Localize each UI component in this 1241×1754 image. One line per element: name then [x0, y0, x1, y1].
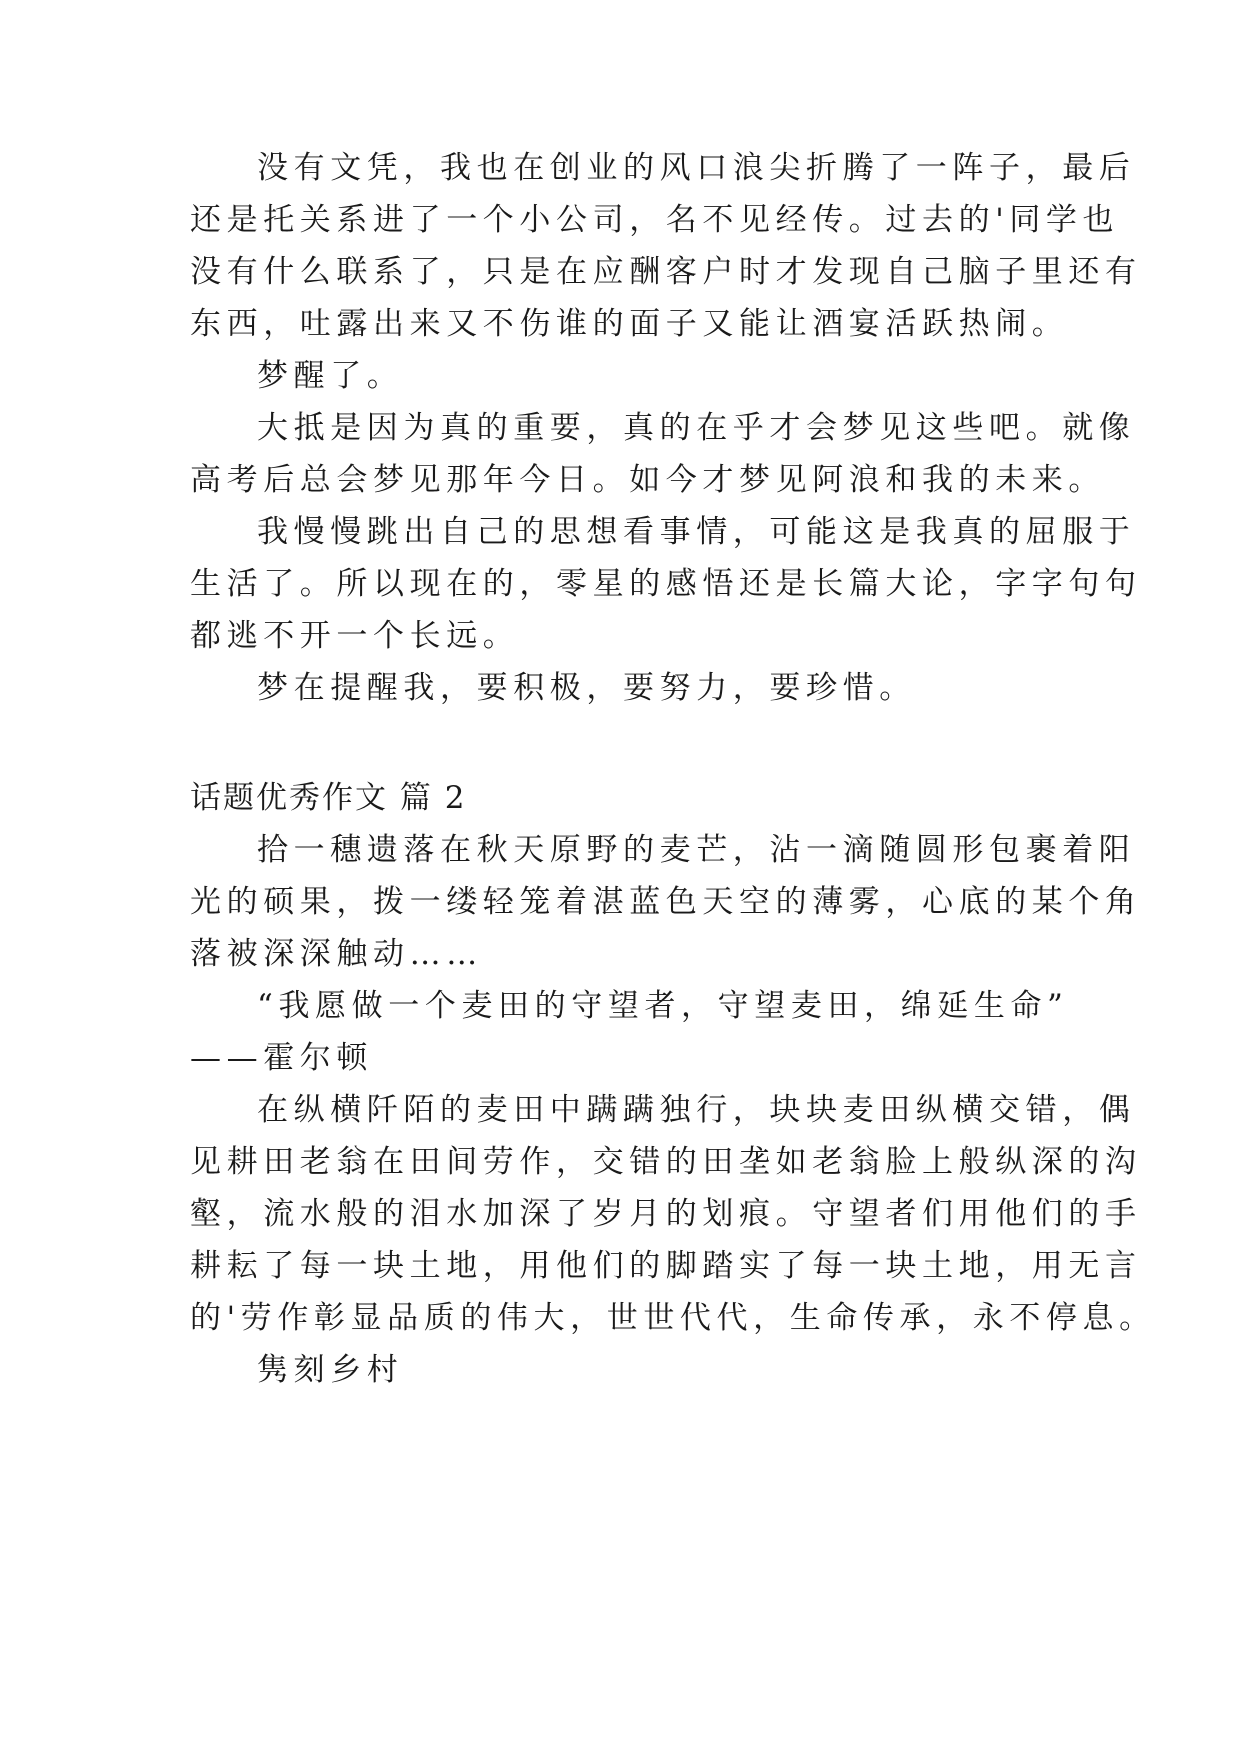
quote-attribution: ——霍尔顿: [190, 1040, 373, 1076]
paragraph-line: 还是托关系进了一个小公司，名不见经传。过去的'同学也: [190, 202, 1120, 238]
paragraph-line: 隽刻乡村: [257, 1352, 404, 1388]
section-heading: 话题优秀作文 篇 2: [190, 780, 467, 816]
paragraph-line: 落被深深触动……: [190, 936, 483, 972]
paragraph-line: 拾一穗遗落在秋天原野的麦芒，沾一滴随圆形包裹着阳: [257, 832, 1136, 868]
paragraph-line: 高考后总会梦见那年今日。如今才梦见阿浪和我的未来。: [190, 462, 1105, 498]
paragraph-line: 都逃不开一个长远。: [190, 618, 520, 654]
paragraph-line: 光的硕果，拨一缕轻笼着湛蓝色天空的薄雾，心底的某个角: [190, 884, 1142, 920]
paragraph-line: 的'劳作彰显品质的伟大，世世代代，生命传承，永不停息。: [190, 1300, 1156, 1336]
paragraph-line: 耕耘了每一块土地，用他们的脚踏实了每一块土地，用无言: [190, 1248, 1142, 1284]
paragraph-line: 没有文凭，我也在创业的风口浪尖折腾了一阵子，最后: [257, 150, 1136, 186]
paragraph-line: 生活了。所以现在的，零星的感悟还是长篇大论，字字句句: [190, 566, 1142, 602]
paragraph-line: 梦在提醒我，要积极，要努力，要珍惜。: [257, 670, 916, 706]
paragraph-line: 东西，吐露出来又不伤谁的面子又能让酒宴活跃热闹。: [190, 306, 1069, 342]
paragraph-line: 见耕田老翁在田间劳作，交错的田垄如老翁脸上般纵深的沟: [190, 1144, 1142, 1180]
paragraph-line: 没有什么联系了，只是在应酬客户时才发现自己脑子里还有: [190, 254, 1142, 290]
paragraph-line: 大抵是因为真的重要，真的在乎才会梦见这些吧。就像: [257, 410, 1136, 446]
paragraph-line: 在纵横阡陌的麦田中蹒蹒独行，块块麦田纵横交错，偶: [257, 1092, 1136, 1128]
paragraph-line: 壑，流水般的泪水加深了岁月的划痕。守望者们用他们的手: [190, 1196, 1142, 1232]
paragraph-line: 我慢慢跳出自己的思想看事情，可能这是我真的屈服于: [257, 514, 1136, 550]
quote-line: “我愿做一个麦田的守望者，守望麦田，绵延生命”: [257, 988, 1069, 1024]
paragraph-line: 梦醒了。: [257, 358, 404, 394]
